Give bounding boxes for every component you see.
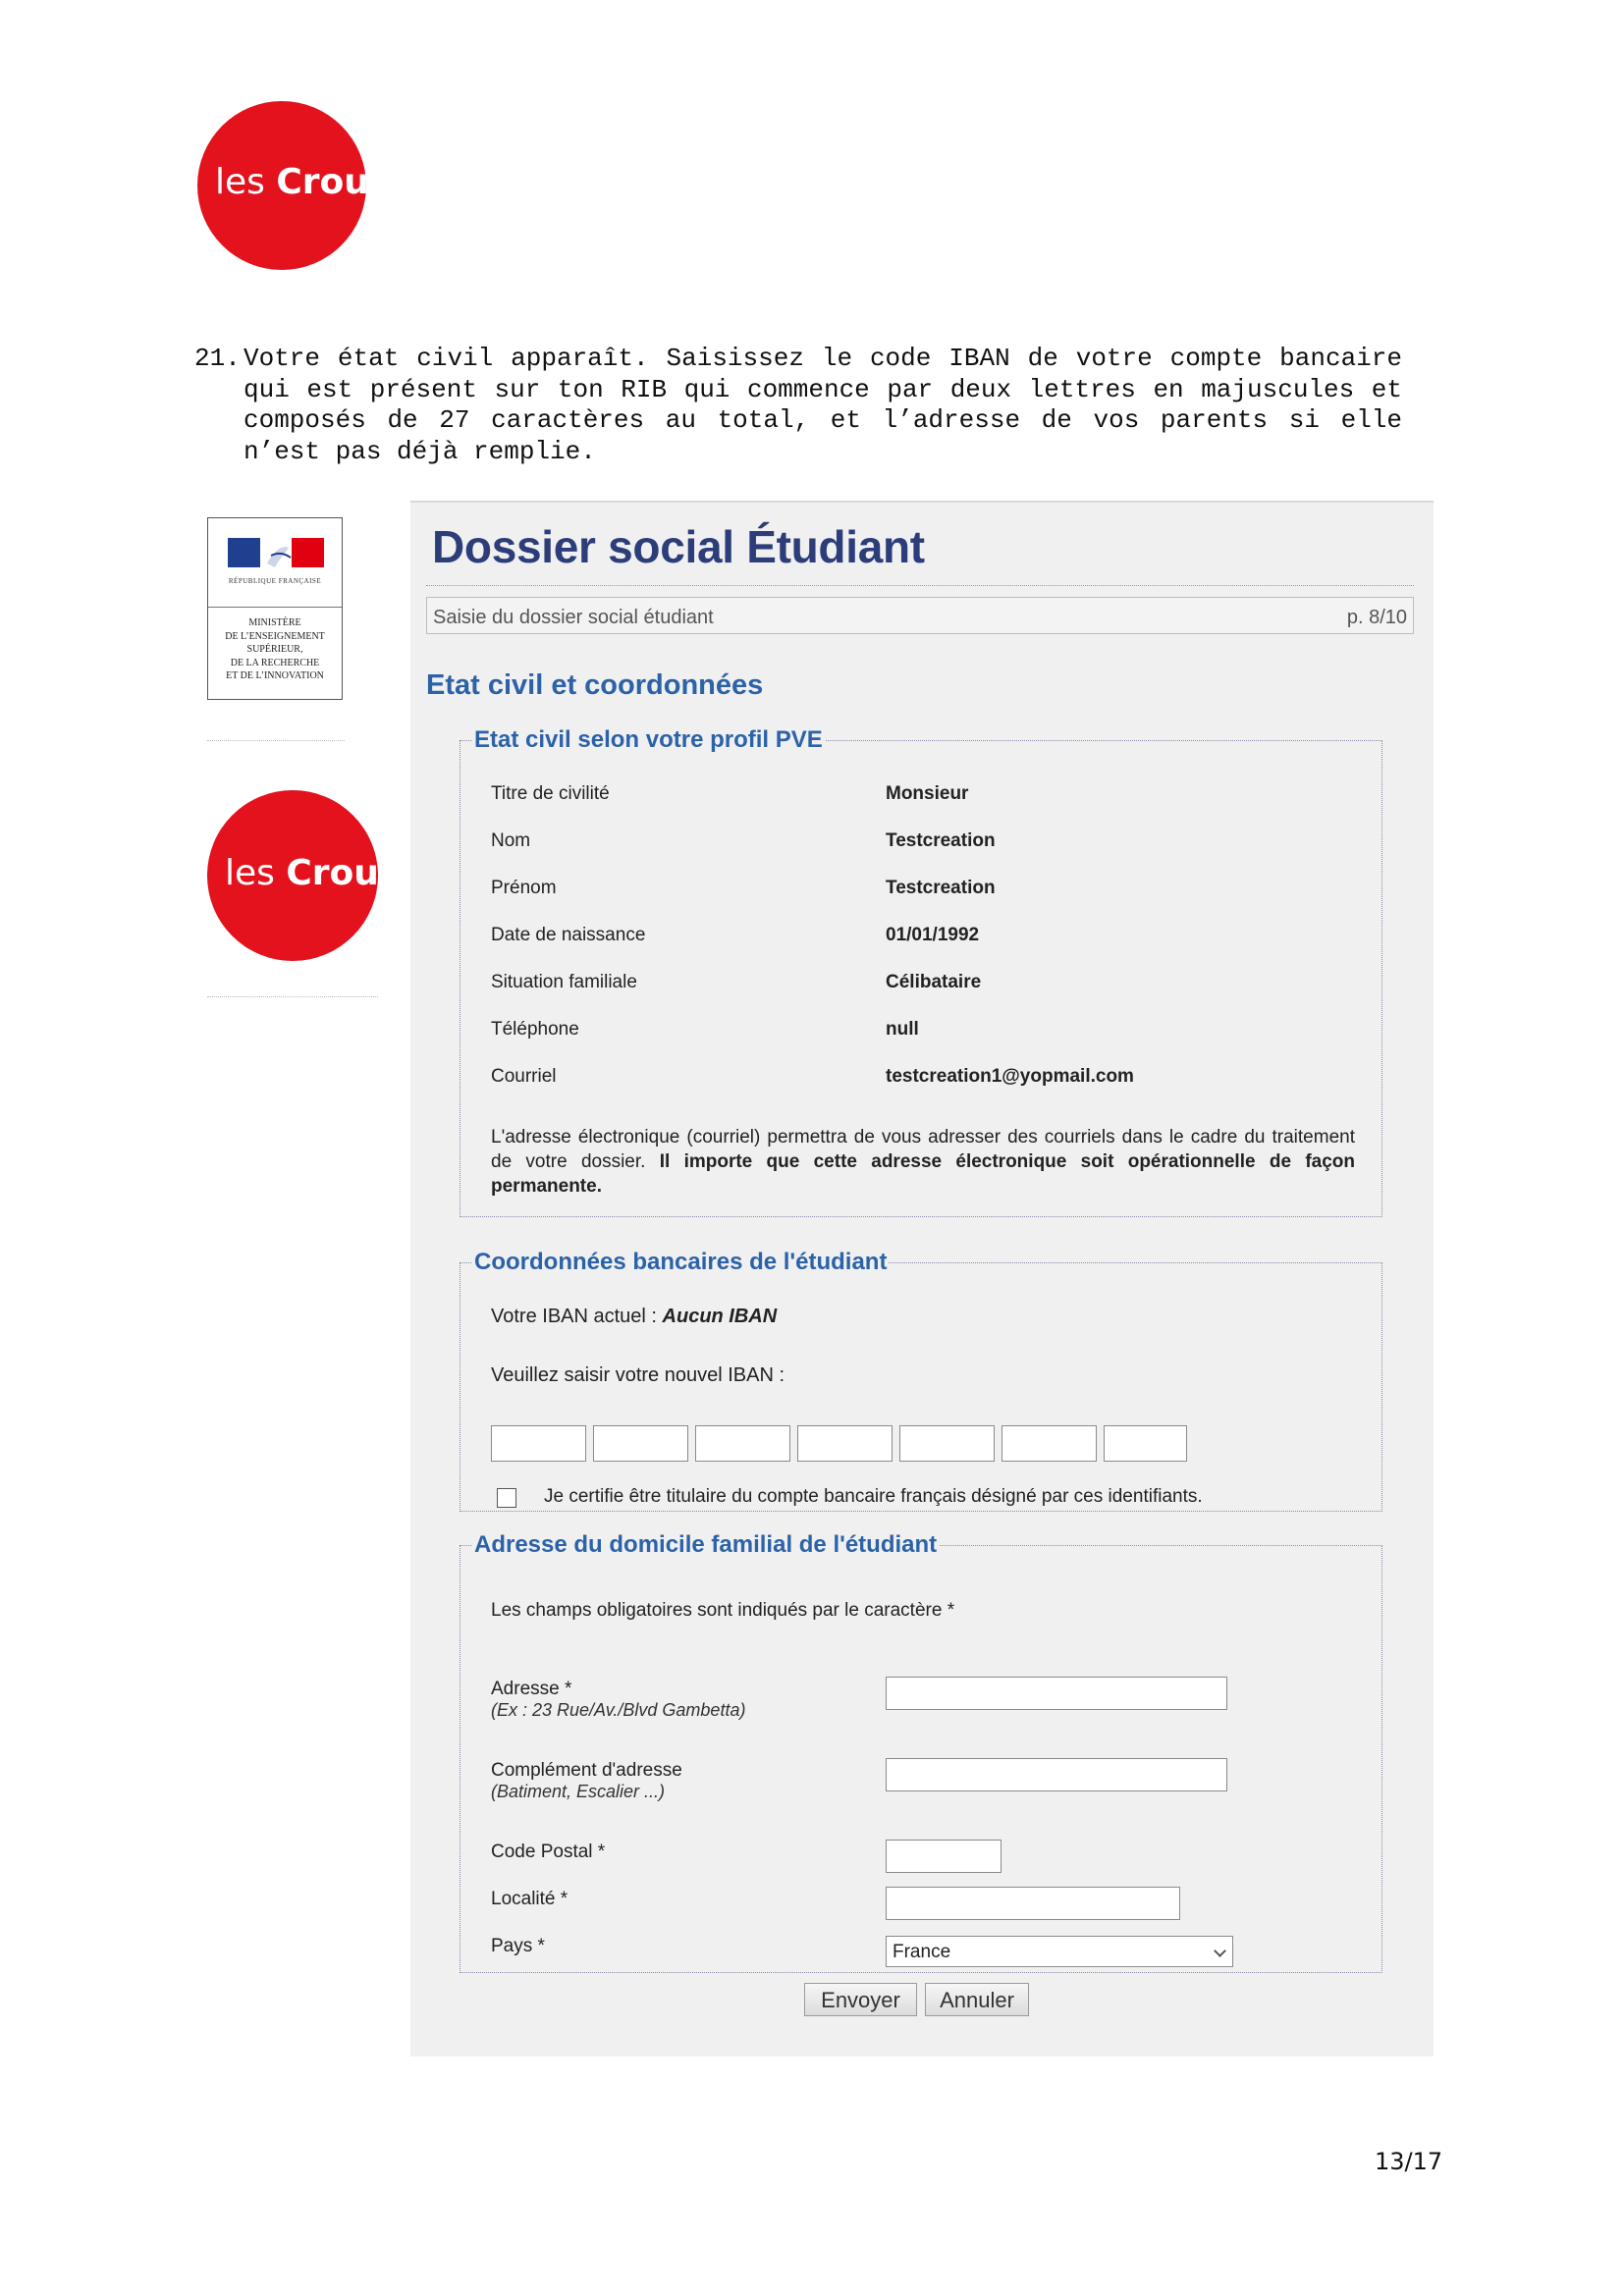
localite-label: Localité * bbox=[491, 1889, 568, 1909]
ministry-name bbox=[210, 616, 340, 683]
bancaire-legend: Coordonnées bancaires de l'étudiant bbox=[474, 1249, 888, 1275]
iban-input-2[interactable] bbox=[593, 1425, 688, 1462]
title-divider bbox=[426, 585, 1414, 586]
pays-value: France bbox=[893, 1942, 951, 1962]
situation-value: Célibataire bbox=[886, 972, 982, 992]
iban-input-3[interactable] bbox=[695, 1425, 790, 1462]
complement-input[interactable] bbox=[886, 1758, 1227, 1791]
etat-civil-legend: Etat civil selon votre profil PVE bbox=[474, 726, 823, 753]
pays-select[interactable] bbox=[886, 1936, 1233, 1967]
marianne-flag-icon bbox=[228, 534, 324, 573]
new-iban-label: Veuillez saisir votre nouvel IBAN : bbox=[491, 1364, 785, 1386]
section-title: Etat civil et coordonnées bbox=[426, 669, 764, 701]
breadcrumb: Saisie du dossier social étudiant bbox=[433, 607, 714, 628]
ministry-line: DE LA RECHERCHE bbox=[230, 657, 320, 668]
nom-label: Nom bbox=[491, 830, 531, 851]
current-iban-value: Aucun IBAN bbox=[662, 1306, 778, 1327]
ministry-line: SUPÉRIEUR, bbox=[246, 644, 303, 655]
logo-text-crous: Crous bbox=[276, 162, 391, 202]
complement-label: Complément d'adresse bbox=[491, 1760, 682, 1781]
prenom-value: Testcreation bbox=[886, 878, 996, 898]
etat-civil-fieldset bbox=[460, 726, 1382, 1217]
form-screenshot bbox=[194, 501, 1434, 2056]
situation-label: Situation familiale bbox=[491, 972, 637, 992]
nom-value: Testcreation bbox=[886, 830, 996, 851]
date-naissance-label: Date de naissance bbox=[491, 925, 646, 945]
adresse-label-group bbox=[491, 1679, 745, 1721]
pays-label: Pays * bbox=[491, 1936, 545, 1956]
breadcrumb-bar bbox=[426, 597, 1414, 634]
logo-text-les: les bbox=[215, 162, 277, 202]
current-iban bbox=[491, 1306, 777, 1328]
email-note bbox=[491, 1125, 1355, 1199]
iban-input-1[interactable] bbox=[491, 1425, 586, 1462]
adresse-input[interactable] bbox=[886, 1677, 1227, 1710]
required-note: Les champs obligatoires sont indiqués par le caractère * bbox=[491, 1600, 955, 1621]
iban-input-4[interactable] bbox=[797, 1425, 893, 1462]
republique-text: RÉPUBLIQUE FRANÇAISE bbox=[228, 577, 322, 585]
bancaire-fieldset bbox=[460, 1249, 1382, 1512]
adresse-fieldset bbox=[460, 1531, 1382, 1973]
date-naissance-value: 01/01/1992 bbox=[886, 925, 980, 945]
adresse-hint: (Ex : 23 Rue/Av./Blvd Gambetta) bbox=[491, 1700, 746, 1720]
code-postal-label: Code Postal * bbox=[491, 1842, 606, 1862]
localite-input[interactable] bbox=[886, 1887, 1180, 1920]
sidebar bbox=[194, 501, 410, 2056]
logo-text-les: les bbox=[225, 853, 287, 893]
telephone-value: null bbox=[886, 1019, 919, 1040]
email-note-emphasis: Il importe que cette adresse électronique soit opérationnelle de façon permanente. bbox=[491, 1151, 1355, 1197]
crous-logo bbox=[197, 101, 391, 270]
main-panel bbox=[410, 503, 1434, 2056]
cancel-button[interactable]: Annuler bbox=[925, 1983, 1029, 2016]
civilite-value: Monsieur bbox=[886, 783, 969, 804]
telephone-label: Téléphone bbox=[491, 1019, 579, 1040]
instruction bbox=[194, 344, 1402, 467]
page-title: Dossier social Étudiant bbox=[432, 521, 925, 572]
iban-input-7[interactable] bbox=[1104, 1425, 1187, 1462]
email-note-text: L'adresse électronique (courriel) permettra de vous adresser des courriels dans le cadre du traitement de votre dossier. bbox=[491, 1127, 1355, 1172]
instruction-number: 21. bbox=[194, 344, 241, 373]
ministry-logo bbox=[207, 517, 343, 700]
adresse-legend: Adresse du domicile familial de l'étudiant bbox=[474, 1531, 938, 1558]
certify-checkbox[interactable] bbox=[497, 1488, 516, 1508]
prenom-label: Prénom bbox=[491, 878, 557, 898]
code-postal-input[interactable] bbox=[886, 1840, 1001, 1873]
complement-hint: (Batiment, Escalier ...) bbox=[491, 1782, 666, 1801]
certify-label: Je certifie être titulaire du compte bancaire français désigné par ces identifiants. bbox=[544, 1486, 1203, 1507]
crous-logo-sidebar bbox=[207, 790, 401, 961]
page-indicator: p. 8/10 bbox=[1346, 607, 1407, 628]
civilite-label: Titre de civilité bbox=[491, 783, 610, 804]
sidebar-divider bbox=[207, 740, 345, 741]
instruction-text: Votre état civil apparaît. Saisissez le code IBAN de votre compte bancaire qui est présent sur ton RIB qui commence par deux lettres en majuscules et composés de 27 caractères au total, et l’adresse de vos parents si elle n’est pas déjà remplie. bbox=[244, 344, 1402, 466]
ministry-line: ET DE L’INNOVATION bbox=[226, 670, 324, 681]
adresse-label: Adresse * bbox=[491, 1679, 572, 1699]
ministry-line: MINISTÈRE bbox=[248, 617, 301, 628]
sidebar-divider bbox=[207, 996, 378, 997]
page-number: 13/17 bbox=[1375, 2148, 1443, 2175]
complement-label-group bbox=[491, 1760, 682, 1802]
iban-input-6[interactable] bbox=[1001, 1425, 1097, 1462]
iban-input-5[interactable] bbox=[899, 1425, 995, 1462]
courriel-value: testcreation1@yopmail.com bbox=[886, 1066, 1134, 1087]
send-button[interactable]: Envoyer bbox=[804, 1983, 917, 2016]
current-iban-label: Votre IBAN actuel : bbox=[491, 1306, 663, 1327]
ministry-divider bbox=[208, 607, 342, 608]
logo-text-crous: Crous bbox=[286, 853, 401, 893]
chevron-down-icon bbox=[1214, 1945, 1226, 1957]
ministry-line: DE L’ENSEIGNEMENT bbox=[225, 630, 325, 642]
courriel-label: Courriel bbox=[491, 1066, 557, 1087]
